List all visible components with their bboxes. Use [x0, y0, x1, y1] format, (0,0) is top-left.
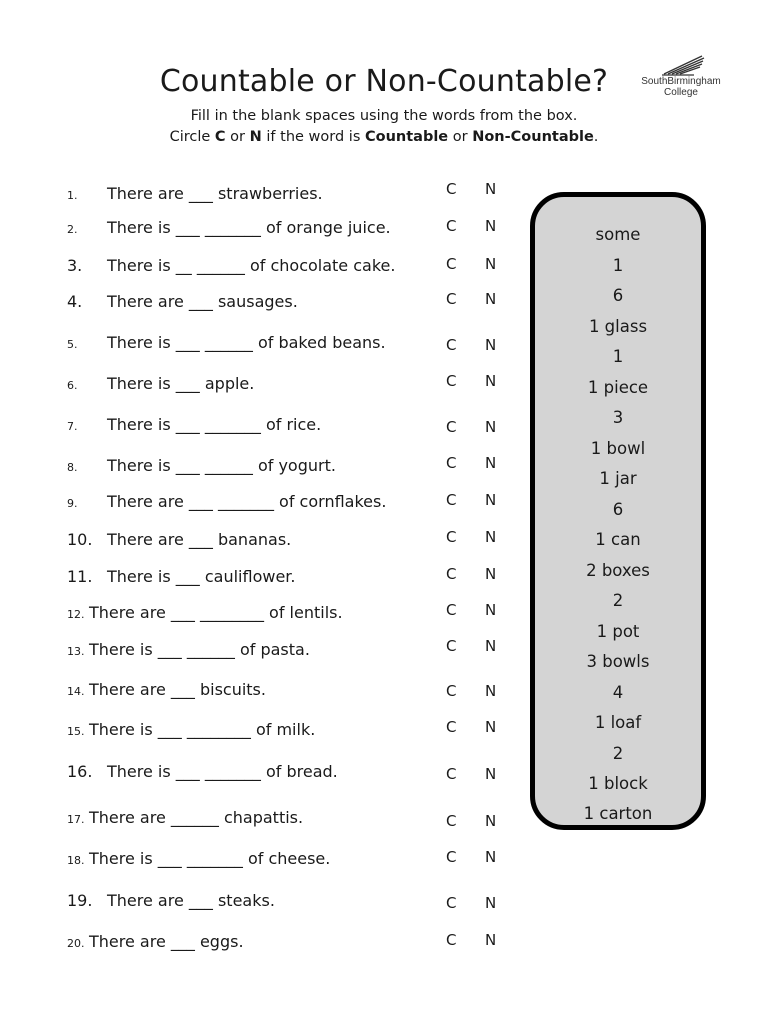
instr-bold-noncountable: Non-Countable — [472, 129, 594, 145]
logo-line1: SouthBirmingham — [641, 76, 721, 87]
option-c[interactable]: C — [446, 180, 457, 198]
word-box-item: 2 boxes — [586, 561, 650, 580]
question-text: There is __ ______ of chocolate cake. — [107, 256, 396, 275]
option-n[interactable]: N — [485, 454, 497, 472]
question-text: There is ___ ______ of baked beans. — [107, 333, 386, 352]
question-number: 14. — [67, 685, 85, 698]
option-c[interactable]: C — [446, 848, 457, 866]
question-text: There are ___ strawberries. — [107, 184, 323, 203]
question-number: 20. — [67, 937, 85, 950]
option-n[interactable]: N — [485, 180, 497, 198]
option-c[interactable]: C — [446, 718, 457, 736]
word-box-item: 3 — [612, 408, 624, 427]
option-n[interactable]: N — [485, 336, 497, 354]
word-box-item: 1 — [612, 347, 624, 366]
question-number: 3. — [67, 256, 83, 275]
option-n[interactable]: N — [485, 848, 497, 866]
instruction-line2 — [0, 129, 768, 145]
option-c[interactable]: C — [446, 812, 457, 830]
question-text: There is ___ _______ of orange juice. — [107, 218, 391, 237]
question-text: There is ___ ______ of pasta. — [89, 640, 310, 659]
question-text: There are ___ sausages. — [107, 292, 298, 311]
option-n[interactable]: N — [485, 565, 497, 583]
word-box-item: 3 bowls — [586, 652, 650, 671]
question-number: 6. — [67, 379, 78, 392]
question-text: There are ___ biscuits. — [89, 680, 266, 699]
question-number: 9. — [67, 497, 78, 510]
option-c[interactable]: C — [446, 894, 457, 912]
question-text: There is ___ _______ of rice. — [107, 415, 322, 434]
option-n[interactable]: N — [485, 765, 497, 783]
question-number: 4. — [67, 292, 83, 311]
word-box-item: 1 carton — [583, 804, 653, 823]
question-number: 16. — [67, 762, 93, 781]
instr-part: Circle — [169, 129, 215, 145]
word-box-item: 1 loaf — [594, 713, 642, 732]
question-text: There is ___ ______ of yogurt. — [107, 456, 336, 475]
question-number: 13. — [67, 645, 85, 658]
instruction-line1: Fill in the blank spaces using the words from the box. — [190, 108, 578, 124]
instr-part: if the word is — [261, 129, 365, 145]
option-n[interactable]: N — [485, 931, 497, 949]
option-n[interactable]: N — [485, 290, 497, 308]
question-text: There are ___ _______ of cornflakes. — [107, 492, 387, 511]
word-box-item: 2 — [612, 744, 624, 763]
option-c[interactable]: C — [446, 290, 457, 308]
option-n[interactable]: N — [485, 894, 497, 912]
college-logo — [636, 54, 726, 104]
question-text: There is ___ ________ of milk. — [89, 720, 316, 739]
word-box-item: 6 — [612, 286, 624, 305]
option-c[interactable]: C — [446, 217, 457, 235]
option-n[interactable]: N — [485, 528, 497, 546]
option-c[interactable]: C — [446, 765, 457, 783]
option-c[interactable]: C — [446, 931, 457, 949]
word-box-item: 4 — [612, 683, 624, 702]
question-number: 10. — [67, 530, 93, 549]
word-box-item: 1 — [612, 256, 624, 275]
option-n[interactable]: N — [485, 718, 497, 736]
option-c[interactable]: C — [446, 372, 457, 390]
word-box-item: 1 bowl — [590, 439, 646, 458]
option-n[interactable]: N — [485, 812, 497, 830]
question-number: 5. — [67, 338, 78, 351]
option-c[interactable]: C — [446, 336, 457, 354]
question-number: 18. — [67, 854, 85, 867]
word-box-item: 6 — [612, 500, 624, 519]
word-box-item: 1 can — [595, 530, 641, 549]
question-number: 7. — [67, 420, 78, 433]
option-c[interactable]: C — [446, 418, 457, 436]
question-number: 8. — [67, 461, 78, 474]
instr-bold-n: N — [249, 129, 262, 145]
page-title: Countable or Non-Countable? — [159, 64, 609, 99]
word-box-item: 1 piece — [587, 378, 649, 397]
option-c[interactable]: C — [446, 255, 457, 273]
option-n[interactable]: N — [485, 601, 497, 619]
instr-part: or — [448, 129, 473, 145]
word-box-item: 1 glass — [588, 317, 648, 336]
option-c[interactable]: C — [446, 454, 457, 472]
option-c[interactable]: C — [446, 491, 457, 509]
question-number: 2. — [67, 223, 78, 236]
question-text: There are ______ chapattis. — [89, 808, 304, 827]
logo-line2: College — [664, 87, 698, 98]
option-n[interactable]: N — [485, 255, 497, 273]
word-box-item: 1 pot — [596, 622, 640, 641]
question-text: There is ___ apple. — [107, 374, 255, 393]
word-box-item: some — [595, 225, 641, 244]
question-number: 12. — [67, 608, 85, 621]
question-text: There are ___ steaks. — [107, 891, 275, 910]
word-box-item: 2 — [612, 591, 624, 610]
question-text: There are ___ bananas. — [107, 530, 292, 549]
question-number: 1. — [67, 189, 78, 202]
question-text: There are ___ ________ of lentils. — [89, 603, 343, 622]
option-c[interactable]: C — [446, 637, 457, 655]
word-box-item: 1 jar — [599, 469, 637, 488]
option-c[interactable]: C — [446, 528, 457, 546]
option-n[interactable]: N — [485, 682, 497, 700]
instr-part: . — [593, 129, 599, 145]
option-n[interactable]: N — [485, 418, 497, 436]
instr-bold-c: C — [214, 129, 226, 145]
question-number: 15. — [67, 725, 85, 738]
instr-part: or — [225, 129, 250, 145]
question-number: 11. — [67, 567, 93, 586]
question-number: 17. — [67, 813, 85, 826]
word-box — [530, 192, 706, 830]
option-n[interactable]: N — [485, 491, 497, 509]
option-c[interactable]: C — [446, 682, 457, 700]
question-text: There is ___ _______ of cheese. — [89, 849, 331, 868]
option-n[interactable]: N — [485, 372, 497, 390]
option-n[interactable]: N — [485, 637, 497, 655]
question-text: There is ___ cauliflower. — [107, 567, 296, 586]
instr-bold-countable: Countable — [364, 129, 449, 145]
word-box-item: 1 block — [588, 774, 648, 793]
question-text: There are ___ eggs. — [89, 932, 244, 951]
option-c[interactable]: C — [446, 565, 457, 583]
question-number: 19. — [67, 891, 93, 910]
question-text: There is ___ _______ of bread. — [107, 762, 338, 781]
option-c[interactable]: C — [446, 601, 457, 619]
option-n[interactable]: N — [485, 217, 497, 235]
